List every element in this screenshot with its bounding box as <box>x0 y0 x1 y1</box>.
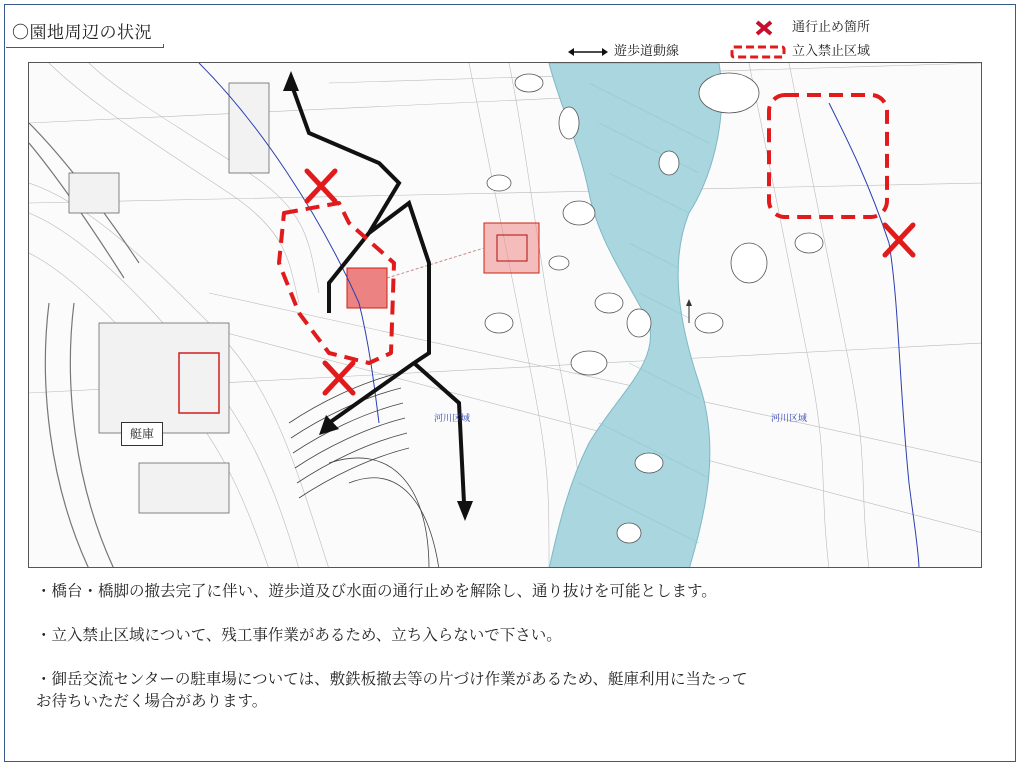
dashed-box-icon <box>730 45 786 59</box>
closure-x-2 <box>325 363 353 393</box>
note-2: ・立入禁止区域について、残工事作業があるため、立ち入らないで下さい。 <box>36 626 562 644</box>
arrowhead-south <box>457 501 473 521</box>
double-arrow-icon <box>568 46 608 58</box>
closure-x-1 <box>307 171 335 201</box>
legend-walkway <box>568 40 679 59</box>
closure-x-3 <box>885 225 913 255</box>
restricted-area-right <box>769 95 887 217</box>
legend-restricted-area <box>792 40 870 59</box>
old-bridge-line <box>387 248 484 278</box>
river-area-label-2: 河川区域 <box>771 414 808 424</box>
title-underline <box>6 44 164 48</box>
legend-walkway-label: 遊歩道動線 <box>614 44 680 59</box>
page-title: 〇園地周辺の状況 <box>12 23 152 43</box>
removed-abutment <box>347 268 387 308</box>
note-3: ・御岳交流センターの駐車場については、敷鉄板撤去等の片づけ作業があるため、艇庫利用に当たって お待ちいただく場合があります。 <box>36 670 748 710</box>
notes <box>36 580 936 734</box>
buildings <box>69 83 269 513</box>
map-drawing <box>29 63 982 568</box>
walkway-route-southwest <box>329 203 429 423</box>
boathouse-label: 艇庫 <box>121 422 163 446</box>
legend-closure-label: 通行止め箇所 <box>792 20 871 35</box>
legend-closure-point <box>792 16 870 37</box>
blue-boundary-right <box>829 103 919 568</box>
river-area-label-1: 河川区域 <box>434 414 471 424</box>
site-map <box>28 62 982 568</box>
arrowhead-north <box>283 71 299 91</box>
legend-restricted-label: 立入禁止区域 <box>792 44 871 59</box>
removed-pier <box>484 223 539 273</box>
red-x-icon <box>754 19 774 37</box>
stairs <box>289 373 439 568</box>
note-1: ・橋台・橋脚の撤去完了に伴い、遊歩道及び水面の通行止めを解除し、通り抜けを可能とします。 <box>36 582 717 600</box>
walkway-route-south <box>414 363 464 503</box>
